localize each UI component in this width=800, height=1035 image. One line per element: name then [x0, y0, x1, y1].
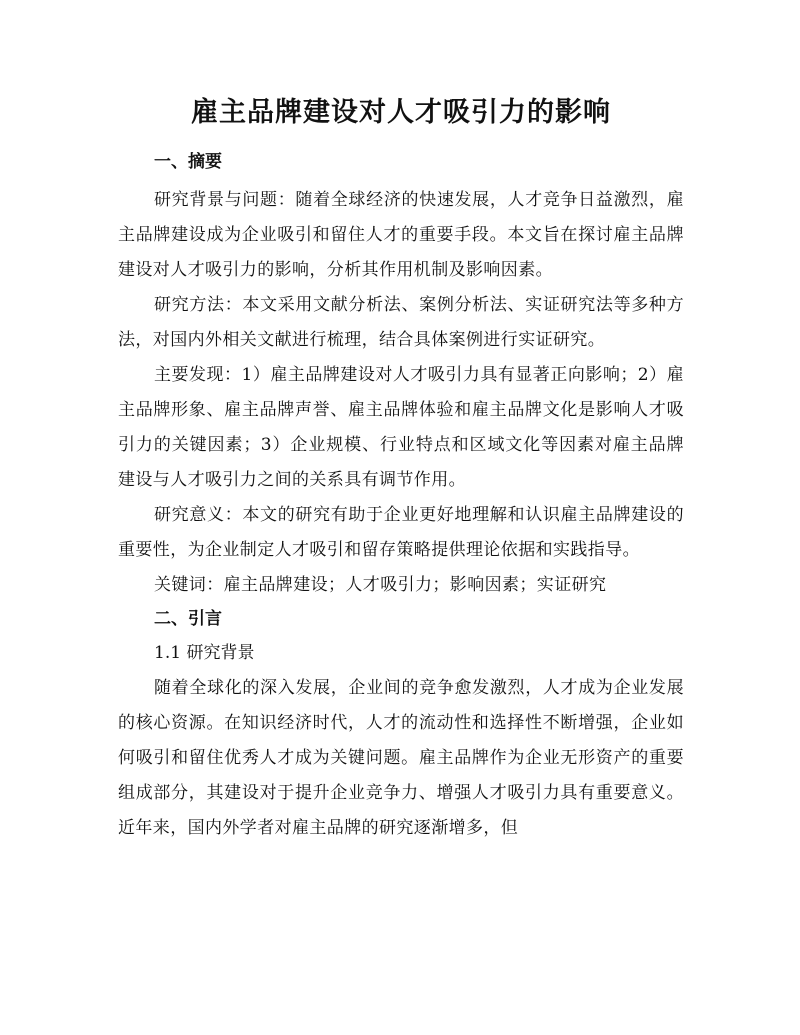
section-heading-abstract: 一、摘要	[154, 152, 222, 172]
abstract-background-paragraph: 研究背景与问题：随着全球经济的快速发展，人才竞争日益激烈，雇主品牌建设成为企业吸引和留住人才的重要手段。本文旨在探讨雇主品牌建设对人才吸引力的影响，分析其作用机制及影响因素。	[118, 190, 684, 280]
abstract-significance-paragraph: 研究意义：本文的研究有助于企业更好地理解和认识雇主品牌建设的重要性，为企业制定人才吸引和留存策略提供理论依据和实践指导。	[118, 505, 684, 560]
document-body	[118, 90, 684, 846]
document-title: 雇主品牌建设对人才吸引力的影响	[191, 97, 611, 128]
introduction-paragraph: 随着全球化的深入发展，企业间的竞争愈发激烈，人才成为企业发展的核心资源。在知识经济时代，人才的流动性和选择性不断增强，企业如何吸引和留住优秀人才成为关键问题。雇主品牌作为企业无形资产的重要组成部分，其建设对于提升企业竞争力、增强人才吸引力具有重要意义。近年来，国内外学者对雇主品牌的研究逐渐增多，但	[118, 678, 684, 838]
section-heading-introduction: 二、引言	[154, 609, 222, 629]
abstract-keywords: 关键词：雇主品牌建设；人才吸引力；影响因素；实证研究	[154, 575, 607, 595]
abstract-findings-paragraph: 主要发现：1）雇主品牌建设对人才吸引力具有显著正向影响；2）雇主品牌形象、雇主品牌声誉、雇主品牌体验和雇主品牌文化是影响人才吸引力的关键因素；3）企业规模、行业特点和区域文化等因素对雇主品牌建设与人才吸引力之间的关系具有调节作用。	[118, 365, 684, 490]
subsection-heading-background: 1.1 研究背景	[154, 643, 255, 663]
abstract-methods-paragraph: 研究方法：本文采用文献分析法、案例分析法、实证研究法等多种方法，对国内外相关文献进行梳理，结合具体案例进行实证研究。	[118, 295, 684, 350]
